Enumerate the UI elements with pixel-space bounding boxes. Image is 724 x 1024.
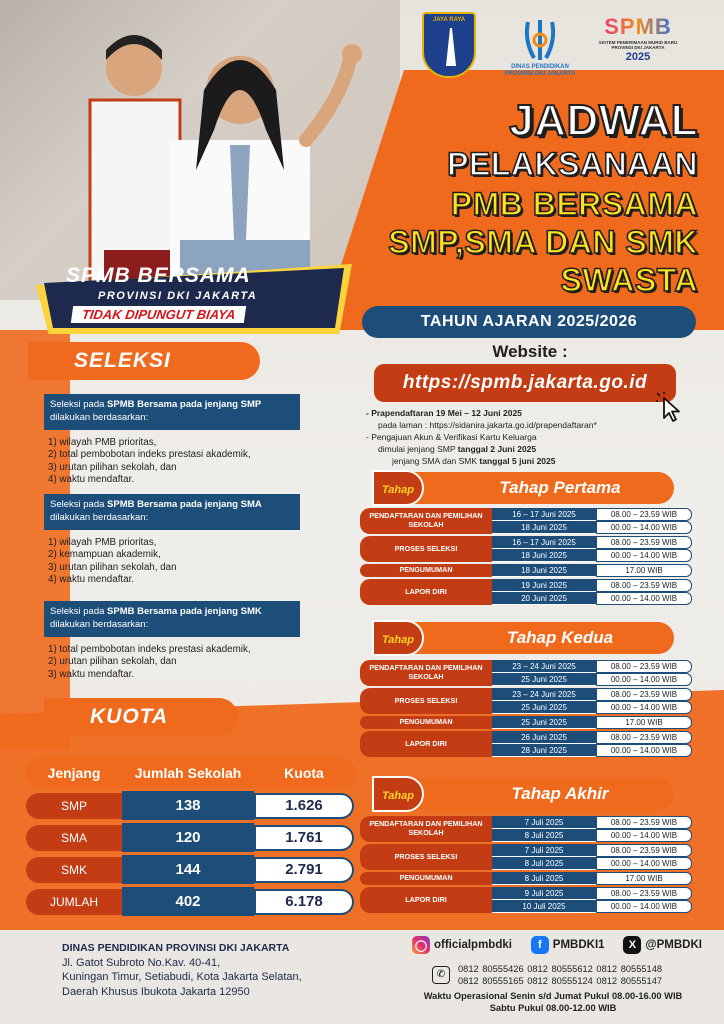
time-cell: 00.00 – 14.00 WIB — [596, 900, 692, 913]
column-header-jumlah-sekolah: Jumlah Sekolah — [134, 765, 242, 781]
operating-hours — [396, 990, 710, 1014]
schedule-row — [360, 816, 692, 842]
activity-cell: PENDAFTARAN DAN PEMILIHAN SEKOLAH — [360, 816, 492, 842]
stage-header-pertama — [376, 472, 674, 504]
registration-notes — [366, 408, 696, 467]
list-item: 2) total pembobotan indeks prestasi akademik, — [48, 449, 251, 461]
activity-cell: PENGUMUMAN — [360, 716, 492, 729]
address-line: Kuningan Timur, Setiabudi, Kota Jakarta Selatan, — [62, 971, 302, 984]
seleksi-sma — [44, 494, 300, 587]
spmb-logo-caption2: PROVINSI DKI JAKARTA — [611, 45, 665, 51]
schedule-row — [360, 508, 692, 534]
note-date: tanggal 2 Juni 2025 — [457, 443, 537, 454]
schedule-table-pertama — [360, 508, 692, 607]
activity-cell: PENGUMUMAN — [360, 564, 492, 577]
time-cell: 08.00 – 23.59 WIB — [596, 508, 692, 521]
table-row — [26, 855, 356, 884]
spmb-bersama-banner — [26, 258, 352, 338]
x-icon: X — [623, 936, 641, 954]
students-photo — [70, 20, 370, 290]
time-cell: 00.00 – 14.00 WIB — [596, 857, 692, 870]
jaya-raya-text: JAYA RAYA — [432, 17, 466, 23]
date-cell: 25 Juni 2025 — [492, 701, 596, 714]
stage-header-akhir — [376, 778, 674, 810]
address-line: Daerah Khusus Ibukota Jakarta 12950 — [62, 985, 250, 998]
schedule-row — [360, 716, 692, 729]
note-text: dimulai jenjang SMP — [378, 443, 458, 454]
list-item: 2) kemampuan akademik, — [48, 549, 161, 561]
dinas-logo-line2: PROVINSI DKI JAKARTA — [504, 71, 576, 78]
facebook-handle[interactable] — [531, 936, 605, 954]
intro-bold: SPMB Bersama pada jenjang SMA — [107, 499, 262, 510]
footer-address — [62, 942, 362, 999]
schedule-row — [360, 536, 692, 562]
time-cell: 08.00 – 23.59 WIB — [596, 660, 692, 673]
tahun-ajaran-pill: TAHUN AJARAN 2025/2026 — [362, 306, 696, 338]
intro-text: Seleksi pada — [50, 399, 108, 410]
cell-kuota: 2.791 — [254, 857, 354, 883]
kuota-table — [26, 758, 356, 916]
schedule-row — [360, 579, 692, 605]
note-prapendaftaran-url: pada laman : https://sidanira.jakarta.go.id/prapendaftaran* — [378, 419, 597, 430]
list-item: 3) urutan pilihan sekolah, dan — [48, 461, 177, 473]
cell-jenjang: SMA — [26, 825, 122, 851]
date-cell: 18 Juni 2025 — [492, 521, 596, 534]
list-item: 3) waktu mendaftar. — [48, 668, 135, 680]
time-cell: 17.00 WIB — [596, 872, 692, 885]
schedule-row — [360, 844, 692, 870]
stage-tag: Tahap — [372, 776, 424, 812]
seleksi-smk — [44, 601, 300, 681]
seleksi-smp — [44, 394, 300, 487]
activity-cell: PROSES SELEKSI — [360, 844, 492, 870]
stage-header-kedua — [376, 622, 674, 654]
time-cell: 08.00 – 23.59 WIB — [596, 688, 692, 701]
intro-text: dilakukan berdasarkan: — [50, 411, 149, 423]
time-cell: 08.00 – 23.59 WIB — [596, 816, 692, 829]
jaya-raya-logo — [420, 12, 478, 82]
intro-text: dilakukan berdasarkan: — [50, 618, 149, 630]
activity-cell: PROSES SELEKSI — [360, 536, 492, 562]
list-item: 4) waktu mendaftar. — [48, 474, 135, 486]
banner-free-notice: TIDAK DIPUNGUT BIAYA — [71, 306, 247, 323]
schedule-row — [360, 688, 692, 714]
seleksi-smp-intro — [44, 394, 300, 430]
date-cell: 19 Juni 2025 — [492, 579, 596, 592]
date-cell: 16 – 17 Juni 2025 — [492, 508, 596, 521]
schedule-row — [360, 887, 692, 913]
list-item: 3) urutan pilihan sekolah, dan — [48, 561, 177, 573]
title-jadwal: JADWAL — [509, 96, 698, 145]
stage-title: Tahap Kedua — [506, 628, 614, 647]
time-cell: 00.00 – 14.00 WIB — [596, 701, 692, 714]
address-line: Jl. Gatot Subroto No.Kav. 40-41, — [62, 956, 221, 969]
spmb-logo-word: SPMB — [604, 14, 672, 39]
x-handle[interactable] — [623, 936, 702, 954]
time-cell: 08.00 – 23.59 WIB — [596, 536, 692, 549]
column-header-jenjang: Jenjang — [47, 765, 101, 781]
facebook-text: PMBDKI1 — [552, 939, 605, 951]
time-cell: 08.00 – 23.59 WIB — [596, 844, 692, 857]
activity-cell: LAPOR DIRI — [360, 731, 492, 757]
table-row-total — [26, 887, 356, 916]
date-cell: 9 Juli 2025 — [492, 887, 596, 900]
date-cell: 25 Juni 2025 — [492, 673, 596, 686]
website-link[interactable]: https://spmb.jakarta.go.id — [374, 364, 676, 402]
list-item: 1) total pembobotan indeks prestasi akademik, — [48, 643, 251, 655]
phone-icon: ✆ — [432, 966, 450, 984]
stage-title: Tahap Akhir — [511, 784, 609, 803]
time-cell: 00.00 – 14.00 WIB — [596, 592, 692, 605]
phone-numbers — [458, 964, 698, 987]
list-item: 4) waktu mendaftar. — [48, 574, 135, 586]
facebook-icon: f — [531, 936, 549, 954]
schedule-table-kedua — [360, 660, 692, 759]
footer-org-name: DINAS PENDIDIKAN PROVINSI DKI JAKARTA — [62, 942, 290, 954]
cell-jumlah-sekolah: 120 — [122, 823, 254, 852]
intro-bold: SPMB Bersama pada jenjang SMP — [107, 399, 262, 410]
website-label: Website : — [492, 342, 568, 361]
dinas-logo-line1: DINAS PENDIDIKAN — [511, 64, 569, 70]
date-cell: 18 Juni 2025 — [492, 549, 596, 562]
date-cell: 7 Juli 2025 — [492, 816, 596, 829]
date-cell: 23 – 24 Juni 2025 — [492, 660, 596, 673]
phone-line: 0812 80555426 0812 80555612 0812 80555148 — [458, 964, 663, 974]
date-cell: 8 Juli 2025 — [492, 829, 596, 842]
seleksi-sma-criteria — [44, 530, 300, 587]
date-cell: 8 Juli 2025 — [492, 872, 596, 885]
cell-kuota: 1.761 — [254, 825, 354, 851]
seleksi-smk-criteria — [44, 637, 300, 682]
kuota-heading: KUOTA — [44, 698, 238, 736]
time-cell: 00.00 – 14.00 WIB — [596, 744, 692, 757]
schedule-row — [360, 731, 692, 757]
cell-jenjang: JUMLAH — [26, 889, 122, 915]
instagram-handle[interactable] — [412, 936, 512, 954]
note-pengajuan-akun: - Pengajuan Akun & Verifikasi Kartu Keluarga — [366, 431, 537, 442]
monas-icon — [446, 28, 456, 66]
date-cell: 20 Juni 2025 — [492, 592, 596, 605]
spmb-2025-logo — [596, 14, 680, 63]
schedule-table-akhir — [360, 816, 692, 915]
time-cell: 17.00 WIB — [596, 564, 692, 577]
cell-jenjang: SMP — [26, 793, 122, 819]
time-cell: 00.00 – 14.00 WIB — [596, 549, 692, 562]
list-item: 2) urutan pilihan sekolah, dan — [48, 656, 177, 668]
intro-text: dilakukan berdasarkan: — [50, 511, 149, 523]
column-header-kuota: Kuota — [284, 765, 324, 781]
list-item: 1) wilayah PMB prioritas, — [48, 536, 157, 548]
hours-line: Sabtu Pukul 08.00-12.00 WIB — [489, 1003, 617, 1014]
activity-cell: PENDAFTARAN DAN PEMILIHAN SEKOLAH — [360, 508, 492, 534]
activity-cell: PENDAFTARAN DAN PEMILIHAN SEKOLAH — [360, 660, 492, 686]
time-cell: 00.00 – 14.00 WIB — [596, 673, 692, 686]
stage-tag: Tahap — [372, 470, 424, 506]
stage-tag: Tahap — [372, 620, 424, 656]
x-text: @PMBDKI — [645, 939, 702, 951]
intro-text: Seleksi pada — [50, 499, 108, 510]
instagram-text: officialpmbdki — [434, 939, 512, 951]
date-cell: 16 – 17 Juni 2025 — [492, 536, 596, 549]
spmb-logo-year: 2025 — [625, 50, 651, 63]
schedule-row — [360, 564, 692, 577]
social-media-row — [412, 936, 702, 954]
kuota-table-header — [26, 758, 356, 788]
note-text: jenjang SMA dan SMK — [392, 455, 480, 466]
table-row — [26, 791, 356, 820]
seleksi-smk-intro — [44, 601, 300, 637]
stage-title: Tahap Pertama — [499, 478, 621, 497]
date-cell: 28 Juni 2025 — [492, 744, 596, 757]
phone-line: 0812 80555165 0812 80555124 0812 80555147 — [458, 975, 663, 986]
intro-text: Seleksi pada — [50, 606, 108, 617]
title-levels: SMP,SMA DAN SMK — [388, 224, 698, 260]
intro-bold: SPMB Bersama pada jenjang SMK — [107, 606, 262, 617]
banner-title: SPMB BERSAMA — [66, 264, 251, 287]
date-cell: 18 Juni 2025 — [492, 564, 596, 577]
time-cell: 17.00 WIB — [596, 716, 692, 729]
cell-jenjang: SMK — [26, 857, 122, 883]
schedule-row — [360, 660, 692, 686]
date-cell: 26 Juni 2025 — [492, 731, 596, 744]
cell-kuota: 6.178 — [254, 889, 354, 915]
activity-cell: LAPOR DIRI — [360, 887, 492, 913]
time-cell: 08.00 – 23.59 WIB — [596, 887, 692, 900]
seleksi-heading: SELEKSI — [28, 342, 260, 380]
activity-cell: PENGUMUMAN — [360, 872, 492, 885]
cell-kuota: 1.626 — [254, 793, 354, 819]
time-cell: 08.00 – 23.59 WIB — [596, 731, 692, 744]
spmb-logo-caption1: SISTEM PENERIMAAN MURID BARU — [598, 40, 678, 45]
note-date: tanggal 5 juni 2025 — [479, 455, 556, 466]
time-cell: 00.00 – 14.00 WIB — [596, 521, 692, 534]
date-cell: 23 – 24 Juni 2025 — [492, 688, 596, 701]
note-prapendaftaran: - Prapendaftaran 19 Mei – 12 Juni 2025 — [366, 408, 522, 418]
list-item: 1) wilayah PMB prioritas, — [48, 436, 157, 448]
banner-subtitle: PROVINSI DKI JAKARTA — [98, 290, 258, 302]
instagram-icon: ◯ — [412, 936, 430, 954]
date-cell: 7 Juli 2025 — [492, 844, 596, 857]
dinas-pendidikan-logo — [494, 18, 586, 78]
title-pmb-bersama: PMB BERSAMA — [450, 186, 698, 222]
hours-line: Waktu Operasional Senin s/d Jumat Pukul 08.00-16.00 WIB — [423, 991, 683, 1001]
title-swasta: SWASTA — [560, 262, 698, 298]
schedule-row — [360, 872, 692, 885]
date-cell: 10 Juli 2025 — [492, 900, 596, 913]
date-cell: 25 Juni 2025 — [492, 716, 596, 729]
table-row — [26, 823, 356, 852]
activity-cell: LAPOR DIRI — [360, 579, 492, 605]
time-cell: 00.00 – 14.00 WIB — [596, 829, 692, 842]
cell-jumlah-sekolah: 402 — [122, 887, 254, 916]
date-cell: 8 Juli 2025 — [492, 857, 596, 870]
cell-jumlah-sekolah: 144 — [122, 855, 254, 884]
seleksi-sma-intro — [44, 494, 300, 530]
dinas-logo-icon — [520, 18, 560, 62]
cell-jumlah-sekolah: 138 — [122, 791, 254, 820]
time-cell: 08.00 – 23.59 WIB — [596, 579, 692, 592]
activity-cell: PROSES SELEKSI — [360, 688, 492, 714]
seleksi-smp-criteria — [44, 430, 300, 487]
title-pelaksanaan: PELAKSANAAN — [447, 146, 698, 182]
